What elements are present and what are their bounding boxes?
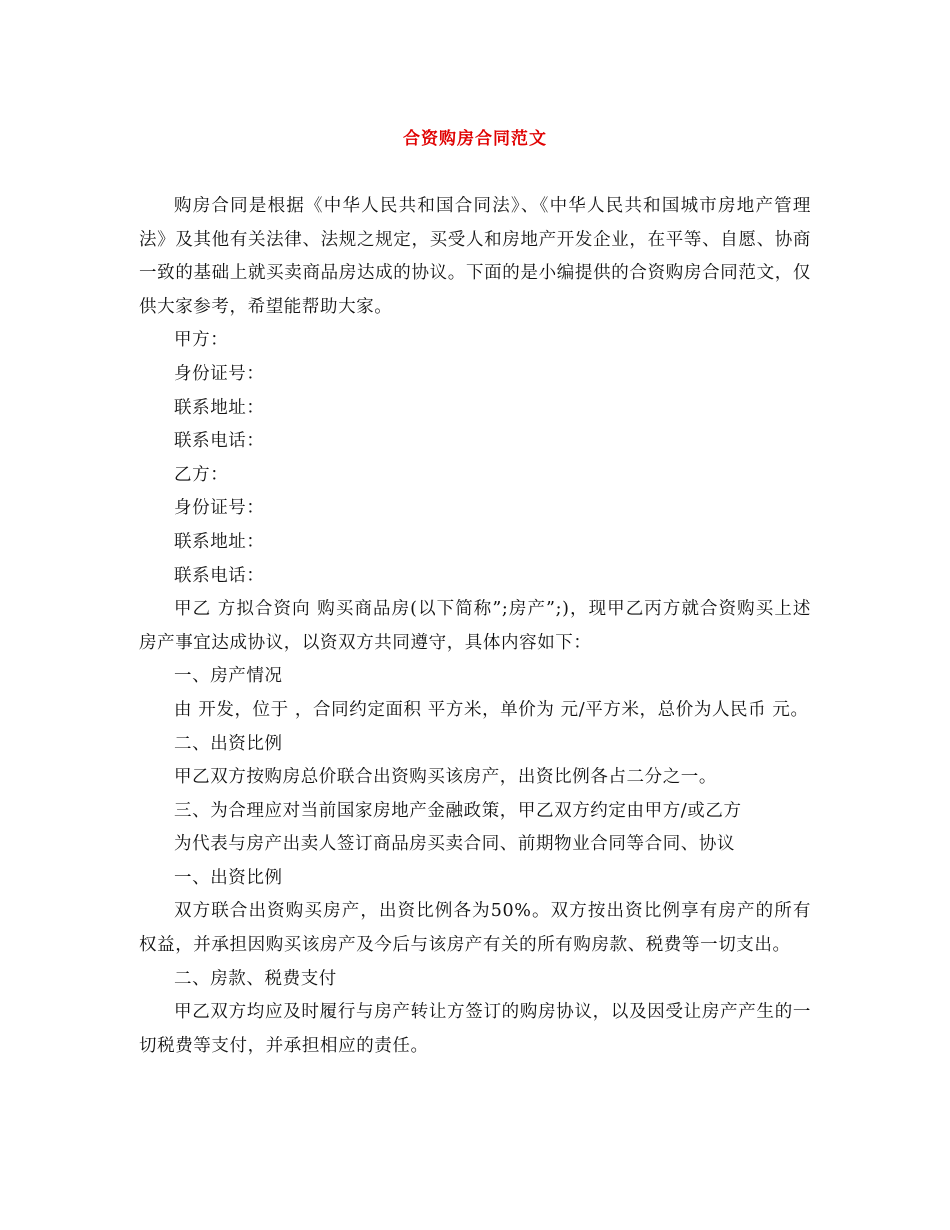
paragraph-party-a-address: 联系地址： bbox=[174, 397, 265, 418]
paragraph-agreement-preamble: 甲乙 方拟合资向 购买商品房(以下简称”;房产”;)，现甲乙丙方就合资购买上述房产事宜达成协议，以资双方共同遵守，具体内容如下： bbox=[139, 599, 811, 653]
paragraph-representative: 为代表与房产出卖人签订商品房买卖合同、前期物业合同等合同、协议 bbox=[174, 834, 736, 855]
section-heading-contribution-2: 一、出资比例 bbox=[174, 867, 283, 888]
paragraph-payment: 甲乙双方均应及时履行与房产转让方签订的购房协议，以及因受让房产产生的一切税费等支付，并承担相应的责任。 bbox=[139, 1002, 811, 1056]
paragraph-party-b-address: 联系地址： bbox=[174, 531, 265, 552]
paragraph-party-b-id: 身份证号： bbox=[174, 498, 265, 519]
document-body bbox=[139, 190, 811, 1063]
paragraph-contribution-2: 双方联合出资购买房产，出资比例各为50%。双方按出资比例享有房产的所有权益，并承担因购买该房产及今后与该房产有关的所有购房款、税费等一切支出。 bbox=[139, 901, 811, 956]
paragraph-party-b-phone: 联系电话： bbox=[174, 565, 265, 586]
paragraph-party-a: 甲方： bbox=[174, 330, 229, 351]
paragraph-intro: 购房合同是根据《中华人民共和国合同法》、《中华人民共和国城市房地产管理法》及其他有关法律、法规之规定，买受人和房地产开发企业，在平等、自愿、协商一致的基础上就买卖商品房达成的协议。下面的是小编提供的合资购房合同范文，仅供大家参考，希望能帮助大家。 bbox=[139, 196, 811, 317]
paragraph-party-a-id: 身份证号： bbox=[174, 363, 265, 384]
section-heading-contribution: 二、出资比例 bbox=[174, 733, 283, 754]
paragraph-party-a-phone: 联系电话： bbox=[174, 431, 265, 452]
section-heading-payment: 二、房款、税费支付 bbox=[174, 968, 337, 989]
paragraph-policy: 三、为合理应对当前国家房地产金融政策，甲乙双方约定由甲方/或乙方 bbox=[174, 800, 742, 821]
section-heading-property: 一、房产情况 bbox=[174, 666, 283, 687]
paragraph-party-b: 乙方： bbox=[174, 464, 229, 485]
paragraph-property-details: 由 开发，位于 ，合同约定面积 平方米，单价为 元/平方米，总价为人民币 元。 bbox=[174, 699, 809, 720]
document-title: 合资购房合同范文 bbox=[403, 129, 547, 149]
paragraph-contribution: 甲乙双方按购房总价联合出资购买该房产，出资比例各占二分之一。 bbox=[174, 767, 717, 788]
